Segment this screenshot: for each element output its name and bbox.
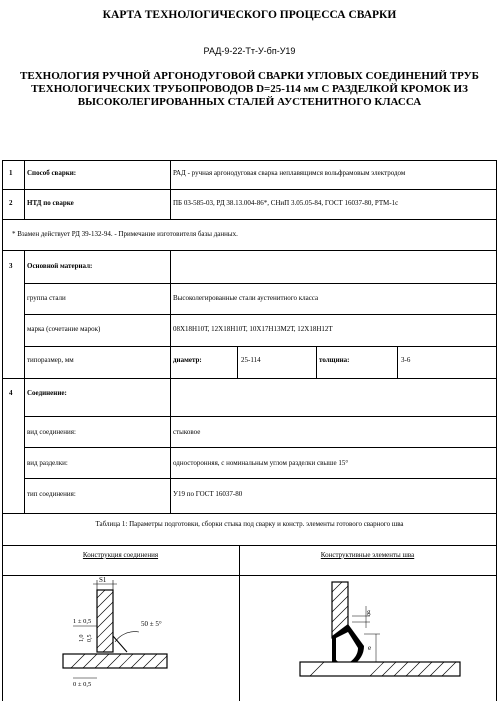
pipe-wall bbox=[97, 590, 113, 652]
ntd-label: НТД по сварке bbox=[27, 199, 74, 207]
gap-dim-1: 1 ± 0,5 bbox=[73, 618, 92, 625]
row-divider bbox=[2, 513, 496, 514]
steel-group-value: Высоколегированные стали аустенитного класса bbox=[173, 294, 319, 302]
table-border-right bbox=[496, 160, 497, 701]
row-divider bbox=[24, 478, 496, 479]
gap-dim-2: 1,0 bbox=[79, 634, 85, 642]
joint-kind-label: вид соединения: bbox=[27, 428, 76, 436]
bevel-line bbox=[113, 636, 127, 652]
row-divider bbox=[2, 378, 496, 379]
edge-prep-value: односторонняя, с номинальным углом разделки свыше 15° bbox=[173, 459, 349, 467]
subtitle-line-2: ТЕХНОЛОГИЧЕСКИХ ТРУБОПРОВОДОВ D=25-114 мм С РАЗДЕЛКОЙ КРОМОК ИЗ bbox=[31, 83, 468, 95]
row-divider bbox=[2, 545, 496, 546]
col-divider bbox=[170, 250, 171, 513]
row-number: 4 bbox=[9, 389, 13, 397]
base-material-label: Основной материал: bbox=[27, 262, 93, 270]
document-title: КАРТА ТЕХНОЛОГИЧЕСКОГО ПРОЦЕССА СВАРКИ bbox=[102, 9, 397, 21]
col-divider bbox=[237, 346, 238, 378]
subtitle-line-1: ТЕХНОЛОГИЯ РУЧНОЙ АРГОНОДУГОВОЙ СВАРКИ УГЛОВЫХ СОЕДИНЕНИЙ ТРУБ bbox=[20, 70, 479, 82]
ntd-value: ПБ 03-585-03, РД 38.13.004-86*, СНиП 3.05.05-84, ГОСТ 16037-80, РТМ-1с bbox=[173, 199, 399, 207]
subtitle-line-3: ВЫСОКОЛЕГИРОВАННЫХ СТАЛЕЙ АУСТЕНИТНОГО КЛАССА bbox=[77, 96, 422, 108]
welding-method-label: Способ сварки: bbox=[27, 169, 77, 177]
e-label: e bbox=[368, 644, 372, 652]
row-divider bbox=[24, 346, 496, 347]
gap-dim-4: 0 ± 0,5 bbox=[73, 681, 92, 688]
row-divider bbox=[2, 160, 496, 161]
joint-type-label: тип соединения: bbox=[27, 490, 76, 498]
diameter-label: диаметр: bbox=[173, 356, 202, 364]
col-header-joint-design: Конструкция соединения bbox=[82, 551, 159, 559]
weld-elements-drawing bbox=[240, 576, 495, 700]
col-divider bbox=[170, 160, 171, 219]
col-divider bbox=[316, 346, 317, 378]
gap-dim-3: 0,5 bbox=[87, 634, 93, 642]
angle-label: 50 ± 5° bbox=[141, 620, 162, 628]
welding-method-value: РАД - ручная аргонодуговая сварка неплавящимся вольфрамовым электродом bbox=[173, 169, 406, 177]
steel-grade-label: марка (сочетание марок) bbox=[27, 325, 101, 333]
g-label: g bbox=[367, 608, 371, 616]
document-subtitle bbox=[6, 70, 493, 109]
col-divider bbox=[24, 160, 25, 219]
thickness-value: 3-6 bbox=[401, 356, 411, 364]
base-plate bbox=[300, 662, 460, 676]
joint-design-drawing bbox=[3, 576, 238, 700]
steel-grade-value: 08Х18Н10Т, 12Х18Н10Т, 10Х17Н13М2Т, 12Х18Н12Т bbox=[173, 325, 333, 333]
row-divider bbox=[2, 219, 496, 220]
table1-caption: Таблица 1: Параметры подготовки, сборки стыка под сварку и констр. элементы готового сварного шва bbox=[95, 520, 404, 528]
edge-prep-label: вид разделки: bbox=[27, 459, 68, 467]
joint-kind-value: стыковое bbox=[173, 428, 201, 436]
row-divider bbox=[2, 250, 496, 251]
joint-type-value: У19 по ГОСТ 16037-80 bbox=[173, 490, 243, 498]
row-divider bbox=[24, 416, 496, 417]
base-plate bbox=[63, 654, 167, 668]
joint-label: Соединение: bbox=[27, 389, 67, 397]
col-header-weld-elements: Конструктивные элементы шва bbox=[320, 551, 415, 559]
diameter-value: 25-114 bbox=[241, 356, 261, 364]
row-number: 2 bbox=[9, 199, 13, 207]
thickness-label: толщина: bbox=[319, 356, 350, 364]
row-divider bbox=[24, 447, 496, 448]
size-label: типоразмер, мм bbox=[27, 356, 74, 364]
steel-group-label: группа стали bbox=[27, 294, 66, 302]
s1-label: S1 bbox=[99, 576, 107, 584]
row-number: 3 bbox=[9, 262, 13, 270]
editor-note: * Взамен действует РД 39-132-94. - Примечание изготовителя базы данных. bbox=[12, 230, 238, 238]
row-divider bbox=[2, 189, 496, 190]
process-code: РАД-9-22-Тт-У-бп-У19 bbox=[203, 46, 296, 56]
col-divider bbox=[24, 250, 25, 513]
col-divider bbox=[397, 346, 398, 378]
row-divider bbox=[24, 314, 496, 315]
row-divider bbox=[24, 283, 496, 284]
row-number: 1 bbox=[9, 169, 13, 177]
